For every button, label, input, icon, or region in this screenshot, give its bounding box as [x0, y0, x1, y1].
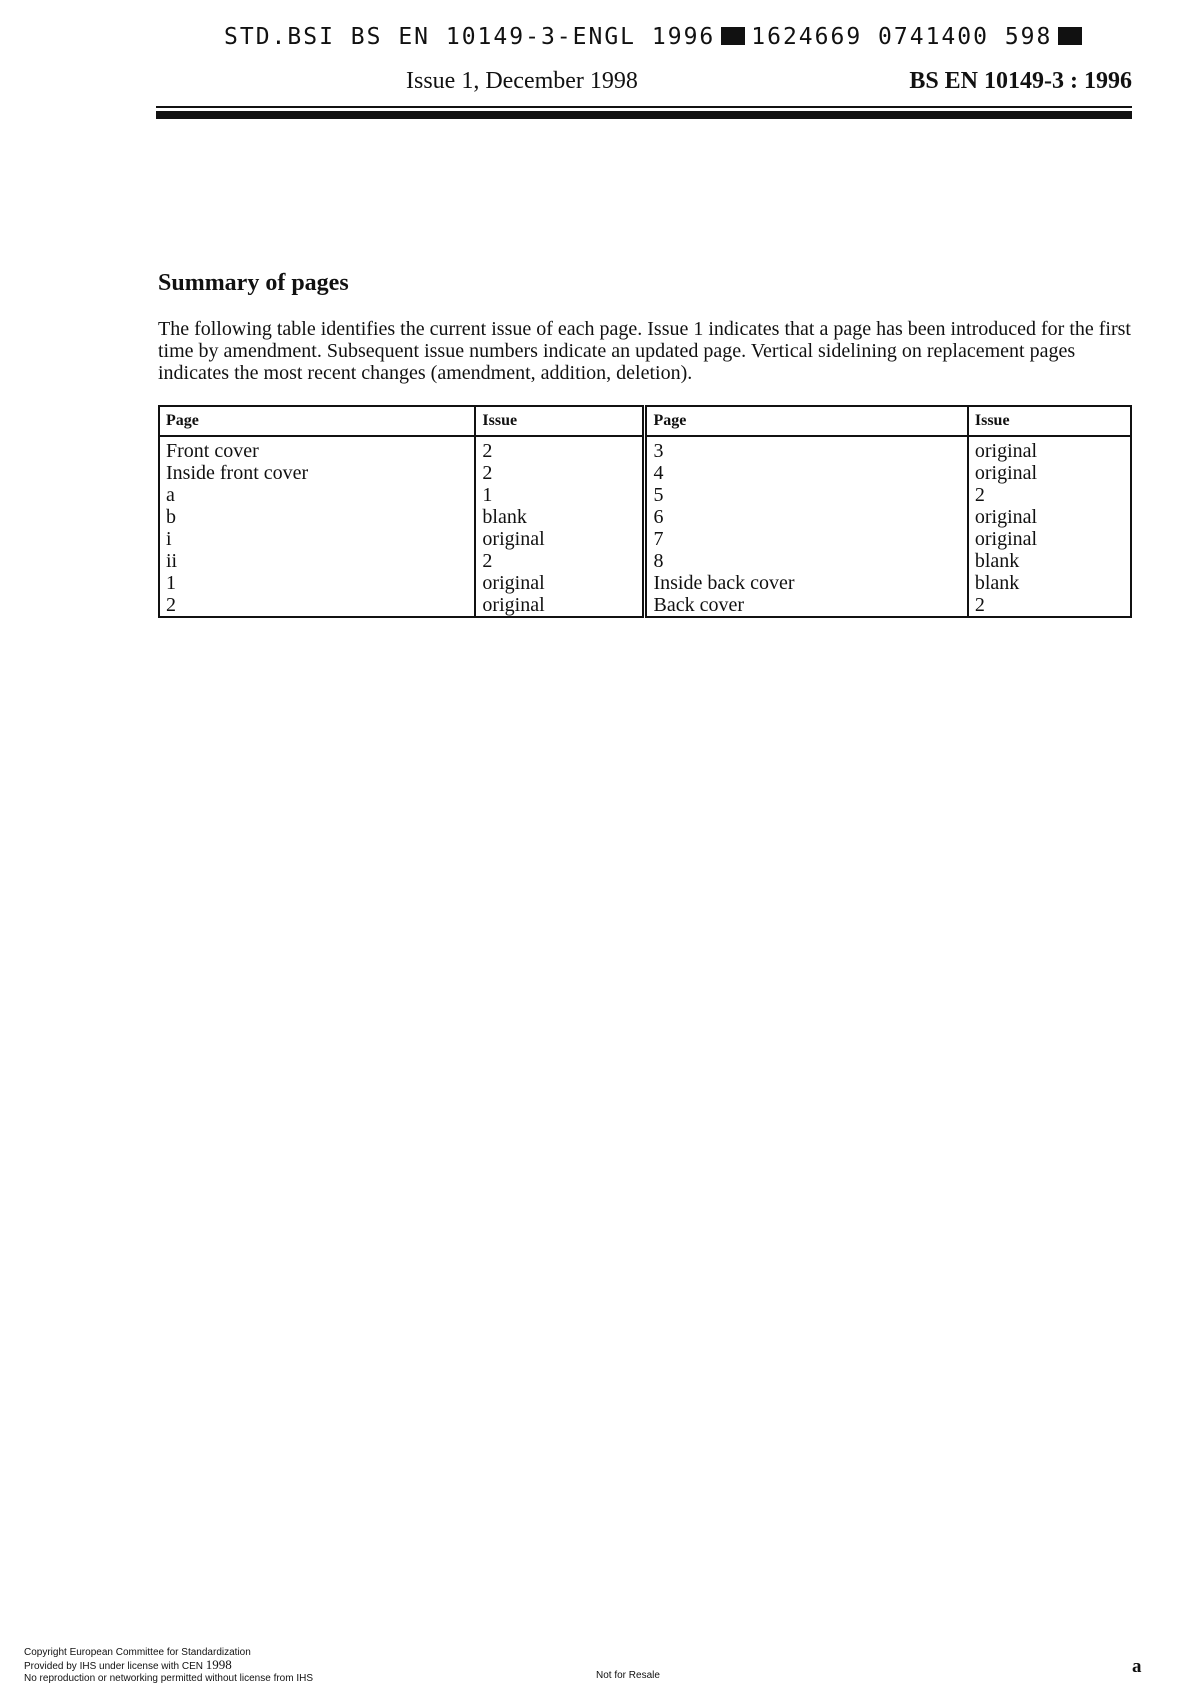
- table-cell: original: [968, 528, 1131, 550]
- footer-year: 1998: [205, 1657, 232, 1672]
- table-cell: i: [159, 528, 475, 550]
- table-cell: blank: [475, 506, 645, 528]
- table-header-row: [159, 406, 1131, 436]
- table-cell: original: [968, 506, 1131, 528]
- table-cell: blank: [968, 572, 1131, 594]
- page-number: a: [1132, 1656, 1142, 1677]
- table-cell: a: [159, 484, 475, 506]
- column-header-issue: Issue: [968, 406, 1131, 436]
- table-cell: Front cover: [159, 436, 475, 462]
- table-cell: b: [159, 506, 475, 528]
- table-cell: 4: [645, 462, 968, 484]
- license-line: [24, 1659, 313, 1673]
- table-row: [159, 550, 1131, 572]
- copyright-footer: [24, 1647, 313, 1685]
- table-row: [159, 462, 1131, 484]
- table-cell: blank: [968, 550, 1131, 572]
- table-cell: 2: [968, 484, 1131, 506]
- not-for-resale-label: Not for Resale: [596, 1670, 660, 1681]
- table-row: [159, 506, 1131, 528]
- table-cell: original: [475, 594, 645, 617]
- issue-date: Issue 1, December 1998: [406, 68, 638, 94]
- table-cell: 7: [645, 528, 968, 550]
- barcode-block-icon: [1058, 27, 1082, 45]
- table-cell: 6: [645, 506, 968, 528]
- table-cell: 5: [645, 484, 968, 506]
- table-cell: 2: [159, 594, 475, 617]
- header-rule-thin: [156, 106, 1132, 108]
- document-id-text: STD.BSI BS EN 10149-3-ENGL 1996: [224, 24, 716, 50]
- table-cell: original: [968, 462, 1131, 484]
- barcode-block-icon: [721, 27, 745, 45]
- section-heading: Summary of pages: [158, 270, 349, 296]
- table-cell: 2: [475, 550, 645, 572]
- column-header-page: Page: [159, 406, 475, 436]
- table-row: [159, 484, 1131, 506]
- table-cell: 1: [159, 572, 475, 594]
- table-row: [159, 572, 1131, 594]
- header-rule-thick: [156, 111, 1132, 119]
- table-cell: original: [475, 572, 645, 594]
- table-cell: Inside front cover: [159, 462, 475, 484]
- summary-table: [158, 405, 1132, 618]
- table-cell: 2: [475, 436, 645, 462]
- document-id-line: [224, 24, 1088, 50]
- table-cell: Back cover: [645, 594, 968, 617]
- table-row: [159, 528, 1131, 550]
- table-cell: 2: [475, 462, 645, 484]
- table-row: [159, 436, 1131, 462]
- column-header-page: Page: [645, 406, 968, 436]
- table-cell: 1: [475, 484, 645, 506]
- table-cell: original: [475, 528, 645, 550]
- document-id-number: 1624669 0741400 598: [751, 24, 1053, 50]
- summary-paragraph: The following table identifies the current issue of each page. Issue 1 indicates that a page has been introduced for the first time by amendment. Subsequent issue numbers indicate an updated page. Vertical sidelining on replacement pages indicates the most recent changes (amendment, addition, deletion).: [158, 318, 1131, 384]
- table-cell: Inside back cover: [645, 572, 968, 594]
- reproduction-line: No reproduction or networking permitted without license from IHS: [24, 1673, 314, 1684]
- table-cell: original: [968, 436, 1131, 462]
- copyright-line: Copyright European Committee for Standardization: [24, 1647, 251, 1658]
- table-cell: 2: [968, 594, 1131, 617]
- table-row: [159, 594, 1131, 617]
- license-text: Provided by IHS under license with CEN: [24, 1661, 203, 1672]
- table-cell: 3: [645, 436, 968, 462]
- table-cell: 8: [645, 550, 968, 572]
- table-cell: ii: [159, 550, 475, 572]
- column-header-issue: Issue: [475, 406, 645, 436]
- standard-number: BS EN 10149-3 : 1996: [909, 68, 1132, 94]
